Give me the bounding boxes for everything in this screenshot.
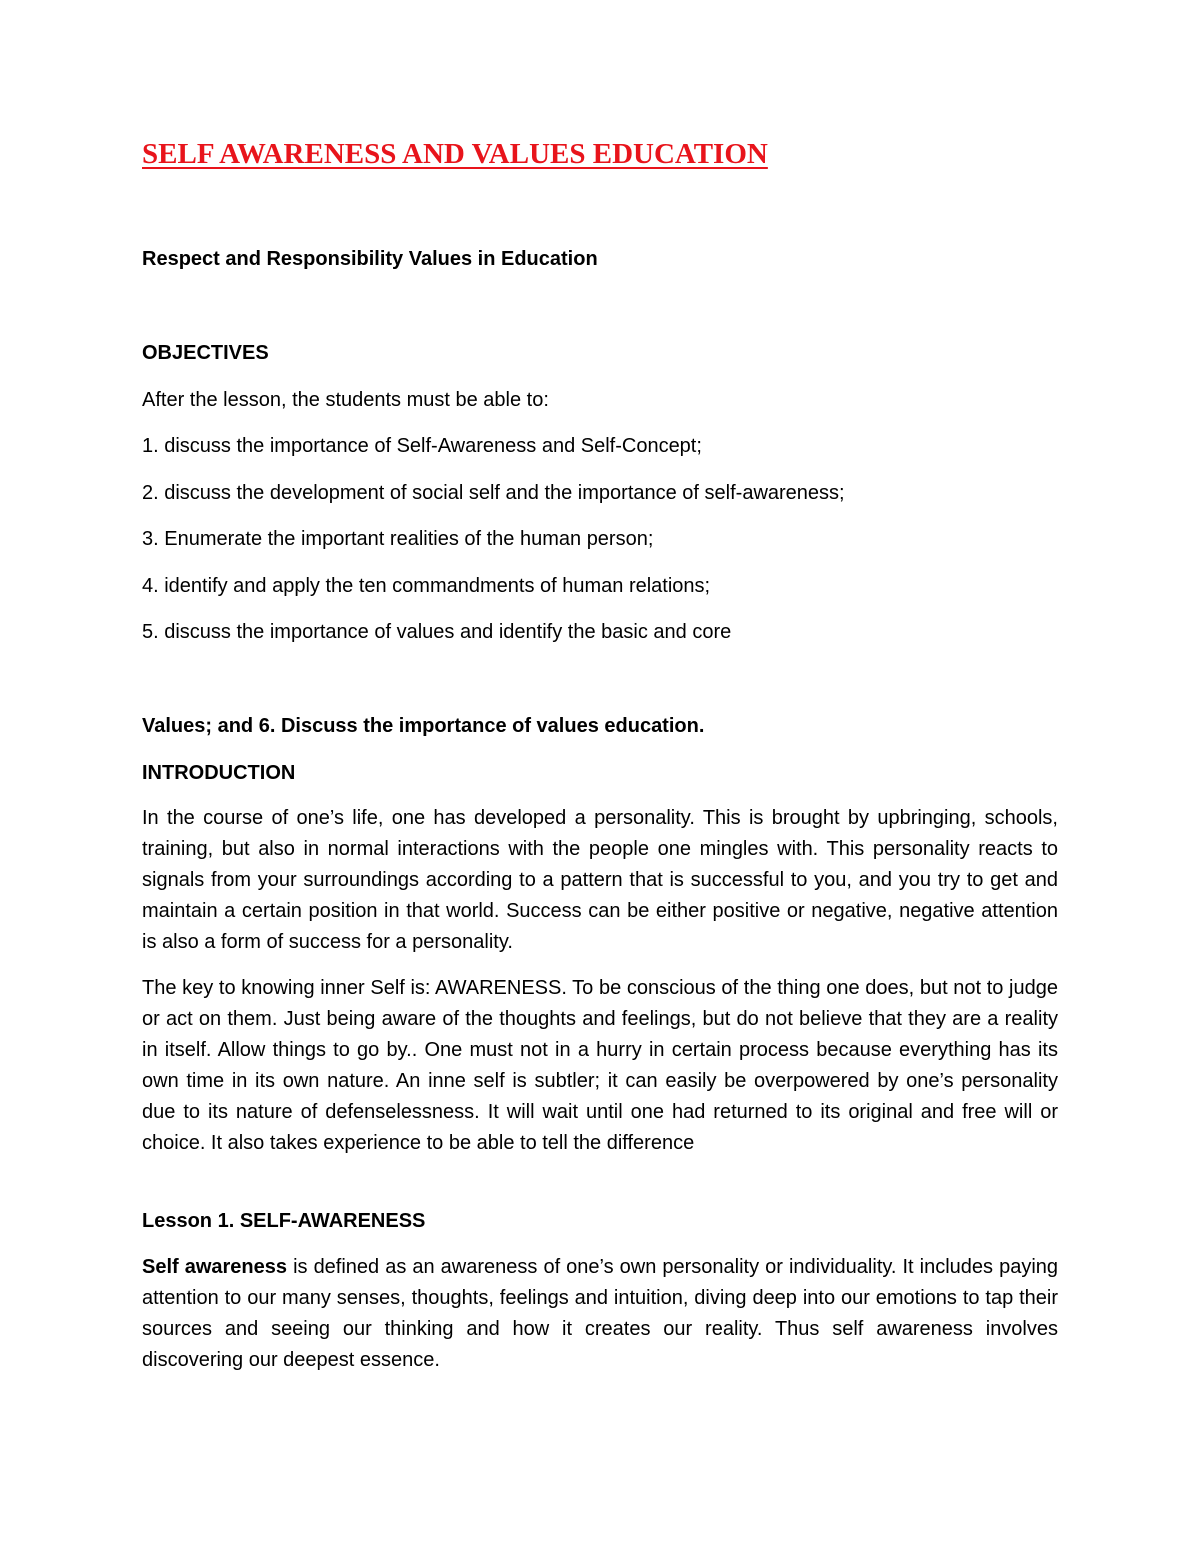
introduction-paragraph-2: The key to knowing inner Self is: AWARENESS. To be conscious of the thing one does, but not to judge or act on them. Just being aware of the thoughts and feelings, but do not believe that they are a reality in itself. Allow things to go by.. One must not in a hurry in certain process because everything has its own time in its own nature. An inne self is subtler; it can easily be overpowered by one’s personality due to its nature of defenselessness. It will wait until one had returned to its original and free will or choice. It also takes experience to be able to tell the difference	[142, 977, 1058, 1154]
objective-item-5: 5. discuss the importance of values and identify the basic and core	[142, 621, 732, 643]
lesson-definition: is defined as an awareness of one’s own personality or individuality. It includes paying attention to our many senses, thoughts, feelings and intuition, diving deep into our emotions to tap their sources and seeing our thinking and how it creates our reality. Thus self awareness involves discovering our deepest essence.	[142, 1256, 1059, 1371]
lesson-definition-paragraph	[142, 1252, 1058, 1376]
document-subtitle: Respect and Responsibility Values in Education	[142, 248, 598, 270]
objective-item-1: 1. discuss the importance of Self-Awareness and Self-Concept;	[142, 435, 702, 457]
objective-item-4: 4. identify and apply the ten commandments of human relations;	[142, 575, 711, 597]
document-page	[142, 0, 1060, 1553]
objectives-continuation: Values; and 6. Discuss the importance of values education.	[142, 715, 705, 737]
objective-item-2: 2. discuss the development of social self and the importance of self-awareness;	[142, 482, 845, 504]
document-title: SELF AWARENESS AND VALUES EDUCATION	[142, 138, 768, 170]
objective-item-3: 3. Enumerate the important realities of the human person;	[142, 528, 654, 550]
objectives-intro: After the lesson, the students must be able to:	[142, 389, 549, 411]
introduction-heading: INTRODUCTION	[142, 762, 296, 784]
lesson-term: Self awareness	[142, 1256, 288, 1278]
introduction-paragraph-1: In the course of one’s life, one has developed a personality. This is brought by upbringing, schools, training, but also in normal interactions with the people one mingles with. This personality reacts to signals from your surroundings according to a pattern that is successful to you, and you try to get and maintain a certain position in that world. Success can be either positive or negative, negative attention is also a form of success for a personality.	[142, 807, 1058, 953]
objectives-heading: OBJECTIVES	[142, 342, 269, 364]
lesson-heading: Lesson 1. SELF-AWARENESS	[142, 1210, 426, 1232]
